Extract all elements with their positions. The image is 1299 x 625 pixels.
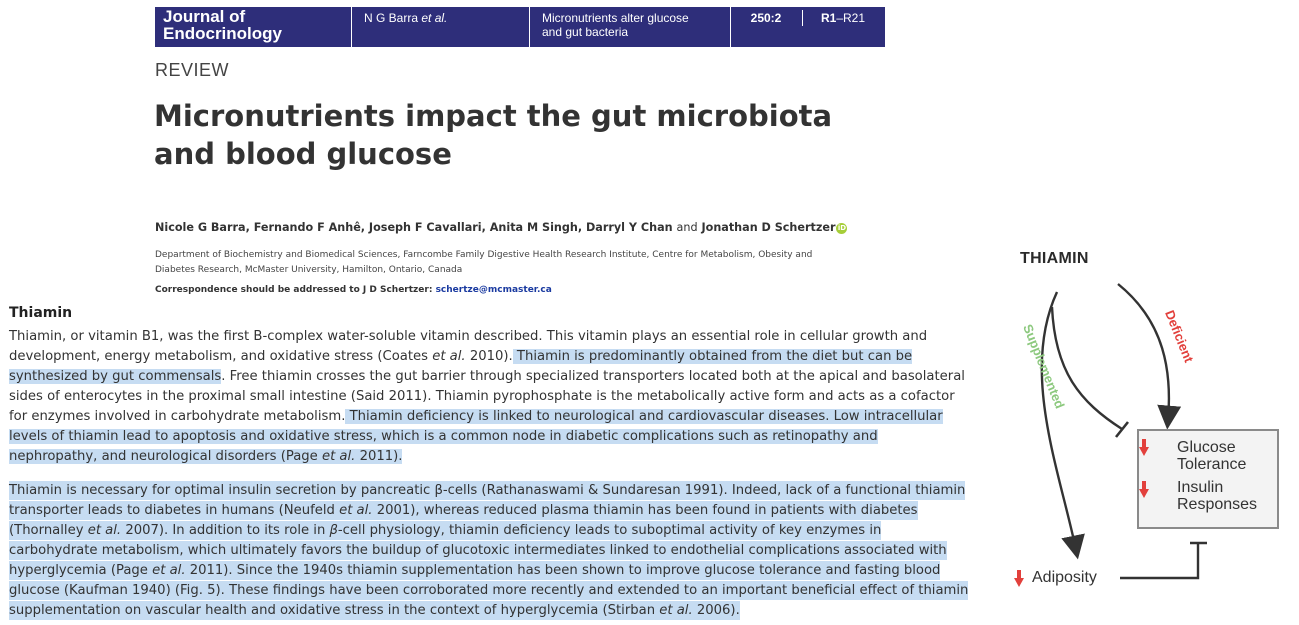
authors: Nicole G Barra, Fernando F Anhê, Joseph F Cavallari, Anita M Singh, Darryl Y Chan xyxy=(155,221,673,234)
deficient-to-outcomes-arrow xyxy=(1118,284,1169,420)
outcomes-box xyxy=(1137,429,1279,529)
running-title-line1: Micronutrients alter glucose xyxy=(542,11,689,25)
header-author-etal: et al. xyxy=(421,11,448,25)
glucose-tolerance-label xyxy=(1177,439,1246,473)
correspondence xyxy=(155,285,552,295)
journal-name-line2: Endocrinology xyxy=(163,24,282,43)
orcid-icon[interactable]: iD xyxy=(837,224,847,232)
volume-divider xyxy=(802,10,803,26)
correspondence-email-link[interactable]: schertze@mcmaster.ca xyxy=(435,285,552,295)
figure-title: THIAMIN xyxy=(1020,250,1089,267)
highlighted-citation-end: 2011). xyxy=(355,449,403,464)
header-authors xyxy=(352,7,530,47)
section-heading: Thiamin xyxy=(9,305,73,321)
affiliation: Department of Biochemistry and Biomedical Sciences, Farncombe Family Digestive Health Research Institute, Centre for Metabolism, Obesity and Diabetes Research, McMaster University, Hamilton, Ontario, Canada xyxy=(155,250,813,275)
para2-text: Thiamin is necessary for optimal insulin secretion by pancreatic β-cells (Rathanaswami & Sundaresan 1991). Indeed, lack of a functional thiamin transporter leads to diabetes in humans (Neufeld xyxy=(9,483,966,518)
journal-name-line1: Journal of xyxy=(163,7,246,26)
body-paragraph xyxy=(9,327,969,467)
citation-etal: et al. xyxy=(152,563,186,578)
article-type-label: REVIEW xyxy=(155,60,230,80)
author-list xyxy=(155,221,895,234)
deficient-label: Deficient xyxy=(1162,308,1197,365)
authors-and: and xyxy=(676,221,698,234)
red-down-arrow-icon xyxy=(1139,439,1149,457)
para2-text: -cell physiology, thiamin deficiency leads to suboptimal activity of key enzymes in carbohydrate metabolism, which ultimately favors the buildup of glucotoxic intermediates linked to endothelial complications associated with hyperglycemia (Page xyxy=(9,523,947,578)
page-start: R1 xyxy=(820,11,837,25)
beta-symbol: β xyxy=(329,523,338,538)
glucose-line: Glucose xyxy=(1177,439,1236,456)
supplemented-label: Supplemented xyxy=(1020,322,1068,411)
highlighted-sentence: Thiamin deficiency is linked to neurological and cardiovascular diseases. Low intracellular levels of thiamin lead to apoptosis and oxidative stress, which is a common node in diabetic complications such as retinopathy and nephropathy, and neurological disorders (Page xyxy=(9,409,943,464)
adiposity-label: Adiposity xyxy=(1032,569,1097,586)
last-author: Jonathan D Schertzer xyxy=(701,221,836,234)
header-author-name: N G Barra xyxy=(364,11,419,25)
figure-arrows xyxy=(1000,232,1299,612)
supplemented-to-outcomes-inhibitor xyxy=(1052,307,1122,429)
citation-etal: et al. xyxy=(432,349,466,364)
red-down-arrow-icon xyxy=(1014,570,1024,588)
supplemented-to-adiposity-arrow xyxy=(1042,292,1076,550)
highlighted-text[interactable] xyxy=(9,481,968,620)
journal-header-bar xyxy=(155,7,885,47)
inhibitor-bar xyxy=(1116,422,1128,437)
page-range xyxy=(801,7,885,47)
citation-etal: et al. xyxy=(659,603,693,618)
para2-text: 2007). In addition to its role in xyxy=(121,523,330,538)
para2-text: 2001), whereas reduced plasma thiamin has been found in patients with diabetes (Thornalley xyxy=(9,503,918,538)
journal-name xyxy=(155,7,352,47)
adiposity-to-outcomes-inhibitor xyxy=(1120,544,1198,578)
body-paragraph xyxy=(9,481,969,621)
thiamin-figure xyxy=(1000,232,1299,612)
running-title-line2: and gut bacteria xyxy=(542,25,629,39)
insulin-line: Insulin xyxy=(1177,479,1224,496)
highlighted-text[interactable]: Thiamin is predominantly obtained from the diet but can be synthesized by gut commensals xyxy=(9,349,913,384)
citation-etal: et al. xyxy=(339,503,373,518)
insulin-responses-label xyxy=(1177,479,1257,513)
running-title xyxy=(530,7,731,47)
paper-title: Micronutrients impact the gut microbiota and blood glucose xyxy=(154,99,833,171)
red-down-arrow-icon xyxy=(1139,481,1149,499)
para2-text: 2006). xyxy=(692,603,740,618)
para1-sentence: Thiamin, or vitamin B1, was the first B-complex water-soluble vitamin described. This vitamin plays an essential role in cellular growth and development, energy metabolism, and oxidative stress (Coates xyxy=(9,329,928,364)
page-end: –R21 xyxy=(836,11,866,25)
para2-text: 2011). Since the 1940s thiamin supplementation has been shown to improve glucose tolerance and fasting blood glucose (Kaufman 1940) (Fig. 5). These findings have been corroborated more recently and extended to an important beneficial effect of thiamin supplementation on vascular health and oxidative stress in the context of hyperglycemia (Stirban xyxy=(9,563,969,618)
volume-issue: 250:2 xyxy=(750,11,782,25)
citation-etal: et al. xyxy=(87,523,122,538)
tolerance-line: Tolerance xyxy=(1177,456,1247,473)
para1-citation-end: 2010). xyxy=(465,349,513,364)
correspondence-label: Correspondence should be addressed to J D Schertzer: xyxy=(155,285,433,295)
citation-etal: et al. xyxy=(321,449,356,464)
para1-sentence: . Free thiamin crosses the gut barrier through specialized transporters located both at the apical and basolateral sides of enterocytes in the proximal small intestine (Said 2011). Thiamin pyrophosphate is the metabolically active form and acts as a cofactor for enzymes involved in carbohydrate metabolism. xyxy=(9,369,965,424)
responses-line: Responses xyxy=(1177,496,1258,513)
